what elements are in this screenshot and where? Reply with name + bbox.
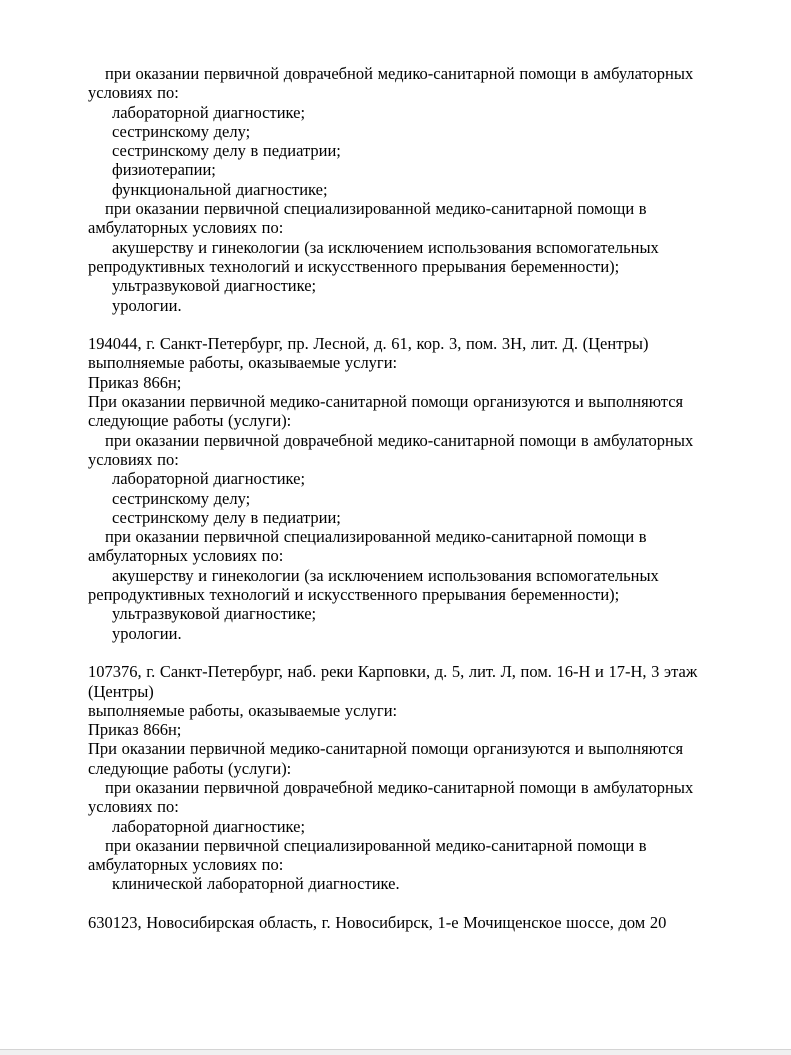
document-line: урологии.: [112, 623, 182, 643]
document-line: лабораторной диагностике;: [112, 469, 306, 489]
address-block-novosibirsk: [88, 913, 750, 932]
document-line: При оказании первичной медико-санитарной помощи организуются и выполняются следующие работы (услуги):: [88, 392, 684, 431]
document-line: выполняемые работы, оказываемые услуги:: [88, 353, 398, 373]
document-line: сестринскому делу;: [112, 488, 251, 508]
document-line: при оказании первичной специализированной медико-санитарной помощи в амбулаторных условиях по:: [88, 527, 647, 566]
document-line: выполняемые работы, оказываемые услуги:: [88, 700, 398, 720]
document-line: лабораторной диагностике;: [112, 816, 306, 836]
document-line: Приказ 866н;: [88, 372, 182, 392]
document-line: клинической лабораторной диагностике.: [112, 874, 400, 894]
document-line: 194044, г. Санкт-Петербург, пр. Лесной, д. 61, кор. 3, пом. 3Н, лит. Д. (Центры): [88, 334, 649, 354]
document-line: функциональной диагностике;: [112, 179, 328, 199]
document-line: сестринскому делу в педиатрии;: [112, 141, 341, 161]
bottom-edge-strip: [0, 1049, 791, 1055]
document-line: урологии.: [112, 295, 182, 315]
document-line: при оказании первичной доврачебной медико-санитарной помощи в амбулаторных условиях по:: [88, 777, 694, 817]
document-line: акушерству и гинекологии (за исключением использования вспомогательных репродуктивных технологий и искусственного прерывания беременности);: [88, 237, 659, 276]
document-line: сестринскому делу;: [112, 121, 251, 141]
document-line: при оказании первичной доврачебной медико-санитарной помощи в амбулаторных условиях по:: [88, 430, 694, 469]
document-line: при оказании первичной специализированной медико-санитарной помощи в амбулаторных условиях по:: [88, 835, 647, 875]
document-line: 630123, Новосибирская область, г. Новосибирск, 1-е Мочищенское шоссе, дом 20: [88, 913, 667, 933]
document-line: Приказ 866н;: [88, 720, 182, 740]
document-line: при оказании первичной доврачебной медико-санитарной помощи в амбулаторных условиях по:: [88, 64, 694, 103]
document-line: сестринскому делу в педиатрии;: [112, 507, 341, 527]
document-line: акушерству и гинекологии (за исключением использования вспомогательных репродуктивных технологий и искусственного прерывания беременности);: [88, 565, 659, 605]
address-block-karpovka: [88, 662, 750, 894]
document-line: физиотерапии;: [112, 160, 216, 180]
document-line: ультразвуковой диагностике;: [112, 604, 317, 624]
document-line: 107376, г. Санкт-Петербург, наб. реки Карповки, д. 5, лит. Л, пом. 16-Н и 17-Н, 3 этаж (Центры): [88, 662, 698, 701]
address-block-lesnoy: [88, 334, 750, 643]
works-list-continued: [88, 64, 750, 315]
document-line: лабораторной диагностике;: [112, 102, 306, 122]
document-line: При оказании первичной медико-санитарной помощи организуются и выполняются следующие работы (услуги):: [88, 739, 684, 778]
document-line: при оказании первичной специализированной медико-санитарной помощи в амбулаторных условиях по:: [88, 199, 647, 238]
document-line: ультразвуковой диагностике;: [112, 276, 317, 296]
